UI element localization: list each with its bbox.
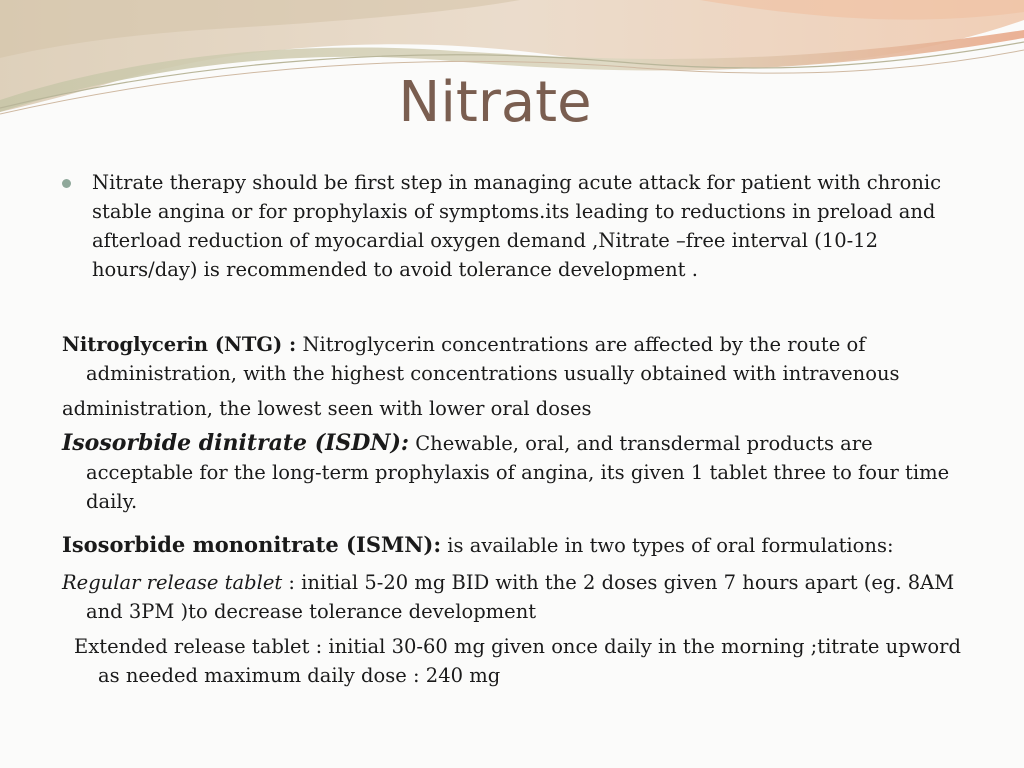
ismn-paragraph (62, 530, 962, 560)
ismn-text: is available in two types of oral formulations: (441, 534, 894, 557)
isdn-paragraph (62, 429, 962, 516)
regular-release-label: Regular release tablet (62, 571, 283, 594)
ntg-text: Nitroglycerin concentrations are affected by the route of administration, with the highest concentrations usually obtained with intravenous (86, 333, 900, 385)
ntg-continuation: administration, the lowest seen with lower oral doses (62, 397, 592, 420)
regular-release-paragraph (62, 568, 962, 626)
bullet-dot-icon (62, 179, 71, 188)
slide-content (62, 168, 962, 690)
isdn-heading: Isosorbide dinitrate (ISDN): (62, 430, 410, 456)
ntg-heading: Nitroglycerin (NTG) : (62, 333, 297, 356)
isdn-text: Chewable, oral, and transdermal products are acceptable for the long-term prophylaxis of angina, its given 1 tablet three to four time daily. (86, 432, 950, 513)
extended-release-paragraph: Extended release tablet : initial 30-60 mg given once daily in the morning ;titrate upword as needed maximum daily dose : 240 mg (74, 635, 961, 687)
ntg-paragraph (62, 330, 962, 388)
bullet-text: Nitrate therapy should be first step in managing acute attack for patient with chronic stable angina or for prophylaxis of symptoms.its leading to reductions in preload and afterload reduction of myocardial oxygen demand ,Nitrate –free interval (10-12 hours/day) is recommended to avoid tolerance development . (92, 171, 942, 281)
slide-title: Nitrate (398, 70, 592, 135)
regular-release-text: : initial 5-20 mg BID with the 2 doses given 7 hours apart (eg. 8AM and 3PM )to decrease tolerance development (86, 571, 955, 623)
bullet-item (62, 168, 962, 284)
ismn-heading: Isosorbide mononitrate (ISMN): (62, 532, 442, 557)
